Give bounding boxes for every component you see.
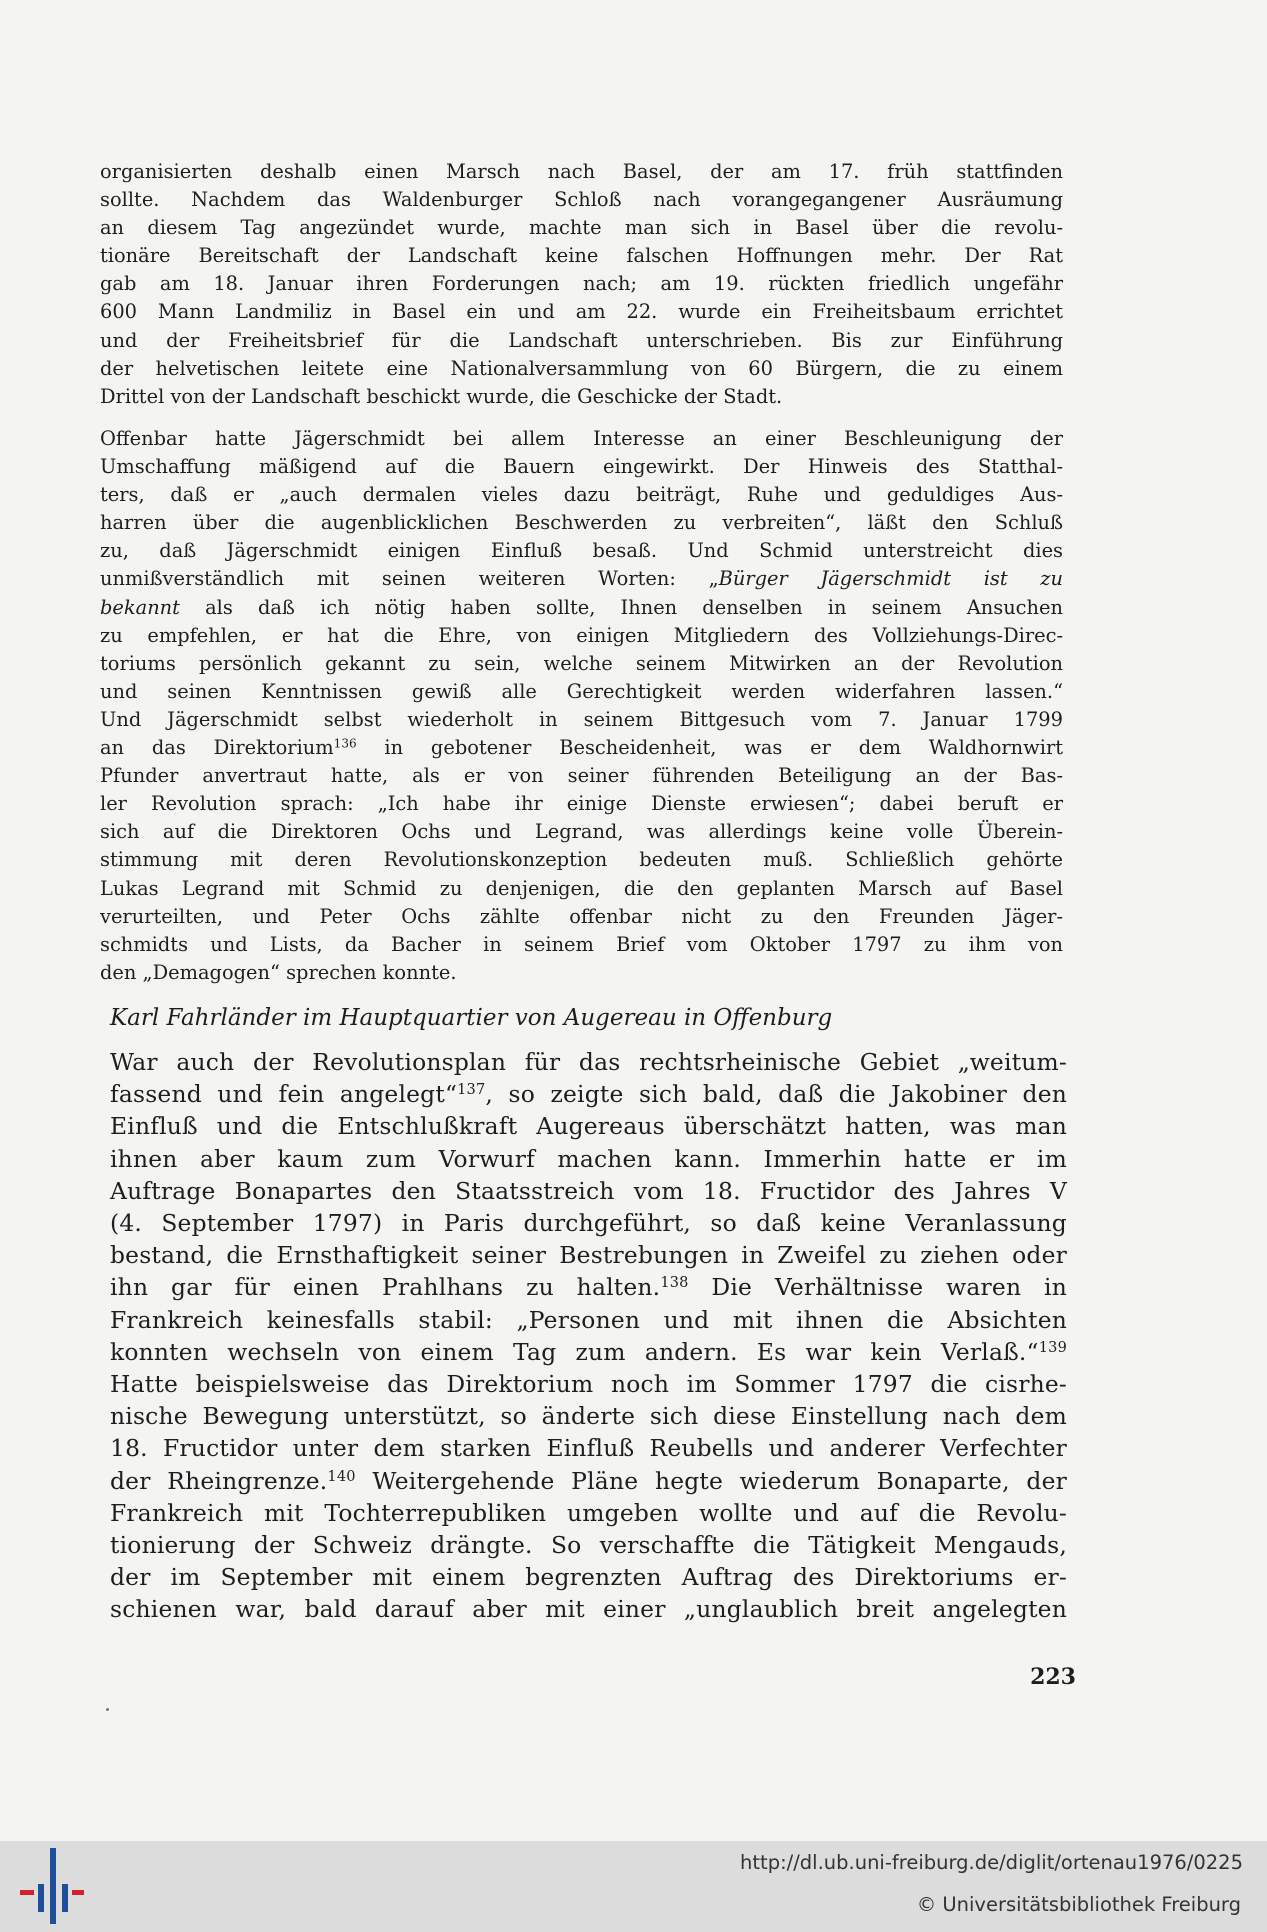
text-segment: an das Direktorium — [100, 736, 334, 760]
text-line: schienen war, bald darauf aber mit einer „unglaublich breit angelegten — [110, 1595, 1067, 1624]
text-line: gab am 18. Januar ihren Forderungen nach; am 19. rückten friedlich ungefähr — [100, 272, 1063, 296]
text-line: und der Freiheitsbrief für die Landschaft unterschrieben. Bis zur Einführung — [100, 328, 1063, 352]
text-segment: Die Verhältnisse waren in — [688, 1273, 1067, 1302]
text-line: War auch der Revolutionsplan für das rechtsrheinische Gebiet „weitum- — [110, 1048, 1067, 1076]
footnote-ref: 136 — [333, 736, 357, 751]
footnote-ref: 137 — [457, 1082, 486, 1099]
text-segment: in gebotener Bescheidenheit, was er dem Waldhornwirt — [356, 736, 1064, 760]
text-line: (4. September 1797) in Paris durchgeführt, so daß keine Veranlassung — [110, 1209, 1067, 1238]
text-line — [110, 1336, 1067, 1368]
text-line: Lukas Legrand mit Schmid zu denjenigen, die den geplanten Marsch auf Basel — [100, 876, 1063, 900]
text-line: zu empfehlen, er hat die Ehre, von einigen Mitgliedern des Vollziehungs-Direc- — [100, 623, 1063, 647]
text-line — [100, 734, 1063, 762]
paragraph-2 — [100, 425, 1063, 987]
text-line — [100, 594, 1063, 622]
text-line — [110, 1078, 1067, 1110]
quoted-italic-text: bekannt — [100, 595, 180, 619]
text-line: an diesem Tag angezündet wurde, machte man sich in Basel über die revolu- — [100, 216, 1063, 240]
text-line: 600 Mann Landmiliz in Basel ein und am 22. wurde ein Freiheitsbaum errichtet — [100, 300, 1063, 324]
text-line: tionierung der Schweiz drängte. So verschaffte die Tätigkeit Mengauds, — [110, 1531, 1067, 1560]
text-line — [100, 565, 1063, 593]
text-segment: fassend und fein angelegt“ — [110, 1080, 458, 1109]
text-line: toriums persönlich gekannt zu sein, welche seinem Mitwirken an der Revolution — [100, 651, 1063, 675]
text-line: tionäre Bereitschaft der Landschaft keine falschen Hoffnungen mehr. Der Rat — [100, 244, 1063, 268]
text-segment: der Rheingrenze. — [110, 1466, 328, 1495]
text-line: Hatte beispielsweise das Direktorium noch im Sommer 1797 die cisrhe- — [110, 1370, 1067, 1399]
text-line: ters, daß er „auch dermalen vieles dazu beiträgt, Ruhe und geduldiges Aus- — [100, 483, 1063, 507]
permalink-url[interactable]: http://dl.ub.uni-freiburg.de/diglit/ortenau1976/0225 — [740, 1851, 1243, 1874]
text-segment: als daß ich nötig haben sollte, Ihnen denselben in seinem Ansuchen — [179, 595, 1063, 619]
footnote-ref: 138 — [660, 1275, 689, 1292]
text-line: zu, daß Jägerschmidt einigen Einfluß besaß. Und Schmid unterstreicht dies — [100, 539, 1063, 563]
text-line: ler Revolution sprach: „Ich habe ihr einige Dienste erwiesen“; dabei beruft er — [100, 792, 1063, 816]
footnote-ref: 139 — [1038, 1339, 1067, 1356]
text-line — [110, 1465, 1067, 1497]
text-line — [110, 1271, 1067, 1303]
text-line: 18. Fructidor unter dem starken Einfluß Reubells und anderer Verfechter — [110, 1434, 1067, 1463]
ub-freiburg-logo-icon[interactable] — [14, 1848, 84, 1924]
text-line: schmidts und Lists, da Bacher in seinem Brief vom Oktober 1797 zu ihm von — [100, 932, 1063, 956]
text-line: Offenbar hatte Jägerschmidt bei allem Interesse an einer Beschleunigung der — [100, 427, 1063, 450]
text-line: verurteilten, und Peter Ochs zählte offenbar nicht zu den Freunden Jäger- — [100, 904, 1063, 928]
text-segment: konnten wechseln von einem Tag zum andern. Es war kein Verlaß.“ — [110, 1337, 1039, 1366]
viewer-footer — [0, 1841, 1267, 1932]
text-line: Auftrage Bonapartes den Staatsstreich vom 18. Fructidor des Jahres V — [110, 1176, 1067, 1205]
text-line: stimmung mit deren Revolutionskonzeption bedeuten muß. Schließlich gehörte — [100, 848, 1063, 872]
footnote-ref: 140 — [327, 1468, 356, 1485]
text-line: Frankreich keinesfalls stabil: „Personen und mit ihnen die Absichten — [110, 1305, 1067, 1334]
text-line: und seinen Kenntnissen gewiß alle Gerechtigkeit werden widerfahren lassen.“ — [100, 679, 1063, 703]
text-line: den „Demagogen“ sprechen konnte. — [100, 960, 457, 984]
text-line: sollte. Nachdem das Waldenburger Schloß nach vorangegangener Ausräumung — [100, 188, 1063, 212]
copyright-notice: © Universitätsbibliothek Freiburg — [916, 1893, 1241, 1916]
paragraph-3 — [110, 1046, 1067, 1626]
text-line: Frankreich mit Tochterrepubliken umgeben wollte und auf die Revolu- — [110, 1498, 1067, 1527]
paragraph-1 — [100, 158, 1063, 411]
text-line: harren über die augenblicklichen Beschwerden zu verbreiten“, läßt den Schluß — [100, 511, 1063, 535]
text-segment: Weitergehende Pläne hegte wiederum Bonaparte, der — [355, 1466, 1067, 1495]
text-line: nische Bewegung unterstützt, so änderte sich diese Einstellung nach dem — [110, 1402, 1067, 1431]
text-segment: , so zeigte sich bald, daß die Jakobiner den — [485, 1080, 1068, 1109]
text-line: Und Jägerschmidt selbst wiederholt in seinem Bittgesuch vom 7. Januar 1799 — [100, 707, 1063, 731]
text-line: Drittel von der Landschaft beschickt wurde, die Geschicke der Stadt. — [100, 384, 783, 408]
text-line: ihnen aber kaum zum Vorwurf machen kann. Immerhin hatte er im — [110, 1144, 1067, 1173]
text-line: Umschaffung mäßigend auf die Bauern eingewirkt. Der Hinweis des Statthal- — [100, 455, 1063, 479]
text-line: Pfunder anvertraut hatte, als er von seiner führenden Beteiligung an der Bas- — [100, 764, 1063, 788]
scan-speck — [106, 1708, 109, 1711]
page-number: 223 — [1030, 1664, 1076, 1690]
quoted-italic-text: Bürger Jägerschmidt ist zu — [718, 567, 1064, 591]
text-line: sich auf die Direktoren Ochs und Legrand, was allerdings keine volle Überein- — [100, 820, 1063, 844]
text-segment: ihn gar für einen Prahlhans zu halten. — [110, 1273, 661, 1302]
text-line: organisierten deshalb einen Marsch nach Basel, der am 17. früh stattfinden — [100, 160, 1063, 183]
section-heading: Karl Fahrländer im Hauptquartier von Augereau in Offenburg — [110, 1005, 833, 1031]
text-segment: unmißverständlich mit seinen weiteren Worten: „ — [100, 567, 719, 591]
text-line: bestand, die Ernsthaftigkeit seiner Bestrebungen in Zweifel zu ziehen oder — [110, 1241, 1067, 1270]
text-line: der helvetischen leitete eine Nationalversammlung von 60 Bürgern, die zu einem — [100, 356, 1063, 380]
text-line: der im September mit einem begrenzten Auftrag des Direktoriums er- — [110, 1563, 1067, 1592]
text-line: Einfluß und die Entschlußkraft Augereaus überschätzt hatten, was man — [110, 1112, 1067, 1141]
